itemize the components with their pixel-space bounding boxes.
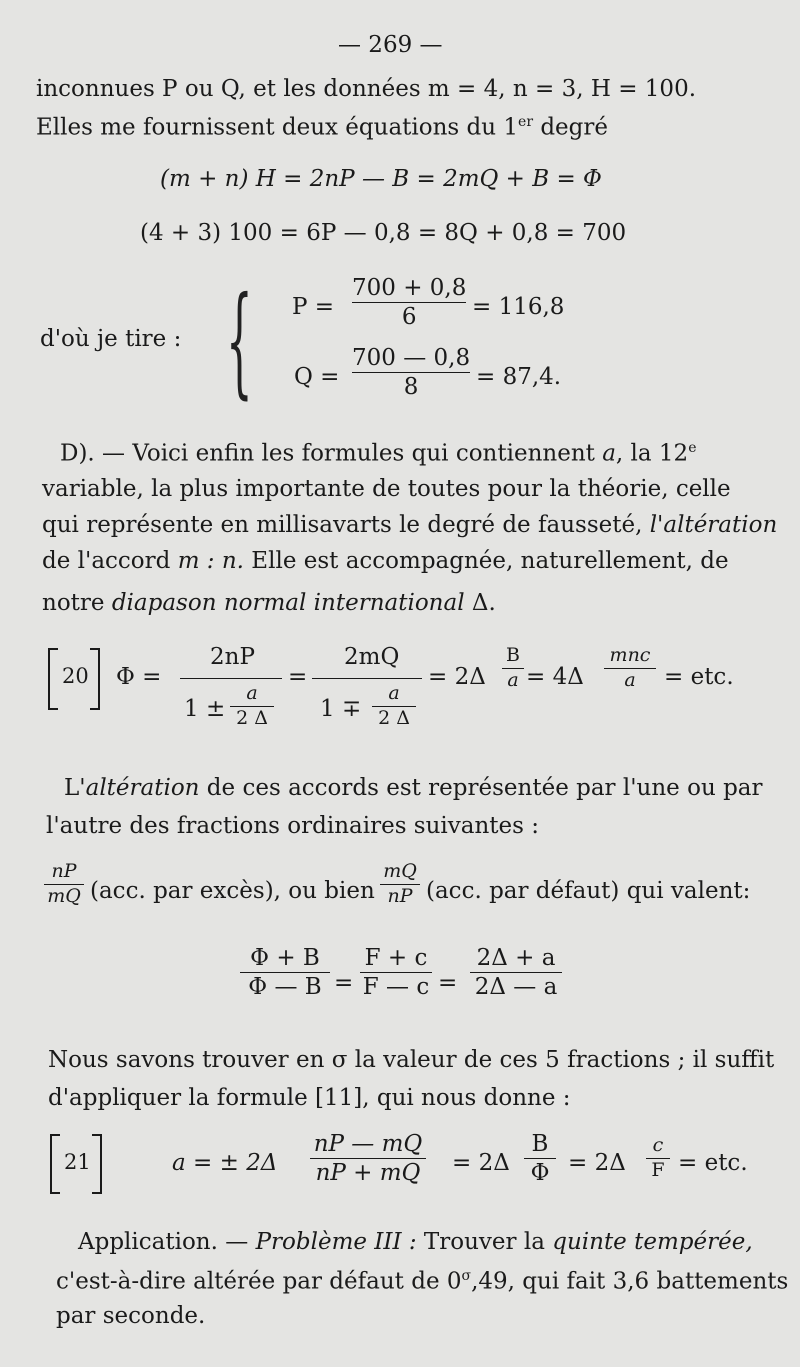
denominator: Φ xyxy=(530,1160,550,1187)
f2-sub-fraction xyxy=(372,684,416,729)
equation-number: 20 xyxy=(62,664,89,688)
right-bracket xyxy=(90,648,100,710)
denominator: nP + mQ xyxy=(315,1160,421,1187)
denominator: nP xyxy=(387,884,413,907)
eq21-lhs: a = ± 2Δ xyxy=(172,1150,278,1176)
equals-sign: = xyxy=(288,664,308,690)
ratio-phi xyxy=(240,946,330,999)
numerator: a xyxy=(246,682,258,704)
denominator: F xyxy=(651,1158,665,1181)
text-span: ,49, qui fait 3,6 battements xyxy=(471,1268,789,1295)
text-span: (acc. par excès), ou bien xyxy=(90,878,375,904)
italic-term: altération xyxy=(85,775,200,801)
f1-sub-fraction xyxy=(230,684,274,729)
italic-term: m : n. xyxy=(177,548,244,574)
equals-term: = 2Δ xyxy=(568,1150,626,1176)
text-span: de ces accords est représentée par l'une ou par xyxy=(199,775,763,801)
equals-term: = 4Δ xyxy=(526,664,584,690)
text-span: (acc. par défaut) qui valent: xyxy=(426,878,751,904)
f2-numerator: 2mQ xyxy=(344,644,400,670)
phi-lhs: Φ = xyxy=(116,664,162,690)
denominator: mQ xyxy=(47,884,81,907)
text-span: Elle est accompagnée, naturellement, de xyxy=(244,548,729,574)
text-span: degré xyxy=(533,114,608,141)
q-rhs: = 87,4. xyxy=(476,364,562,390)
numerator: mnc xyxy=(609,644,651,666)
denominator: 6 xyxy=(401,304,417,331)
text-span: L' xyxy=(64,775,86,801)
numerator: a xyxy=(388,682,400,704)
numerator: mQ xyxy=(383,860,417,882)
ratio-f xyxy=(360,946,432,999)
numerator: c xyxy=(652,1134,664,1156)
text-line xyxy=(36,115,608,140)
fraction-bar xyxy=(524,1158,556,1159)
superscript: e xyxy=(688,440,697,456)
equals-sign: = xyxy=(438,970,458,996)
denominator: a xyxy=(507,668,519,691)
ratio-excess xyxy=(44,862,84,907)
text-span: Application. — xyxy=(78,1229,256,1255)
text-line: Nous savons trouver en σ la valeur de ces 5 fractions ; il suffit xyxy=(48,1047,775,1073)
italic-term: quinte tempérée, xyxy=(552,1229,753,1255)
text-span: D). — Voici enfin les formules qui contiennent xyxy=(60,440,603,467)
numerator: B xyxy=(531,1131,549,1157)
text-line: l'autre des fractions ordinaires suivantes : xyxy=(46,813,540,839)
text-span: Elles me fournissent deux équations du 1 xyxy=(36,114,519,141)
fraction-bar xyxy=(310,1158,426,1159)
q-lhs: Q = xyxy=(294,364,340,390)
ratio-delta xyxy=(470,946,562,999)
text-line: inconnues P ou Q, et les données m = 4, n = 3, H = 100. xyxy=(36,76,697,102)
fraction-q xyxy=(352,346,470,399)
denominator: Φ — B xyxy=(248,974,322,1001)
text-line xyxy=(42,550,729,573)
numerator: B xyxy=(506,644,520,666)
numerator: nP — mQ xyxy=(313,1131,423,1157)
numerator: F + c xyxy=(364,945,428,971)
text-span: notre xyxy=(42,590,112,616)
numerator: 2Δ + a xyxy=(476,945,556,971)
text-line: par seconde. xyxy=(56,1303,206,1329)
text-line xyxy=(64,777,763,800)
italic-term: l'altération xyxy=(649,512,778,538)
left-bracket xyxy=(48,648,58,710)
italic-term: Problème III : xyxy=(255,1229,417,1255)
equation-line: (4 + 3) 100 = 6P — 0,8 = 8Q + 0,8 = 700 xyxy=(140,220,627,246)
numerator: nP xyxy=(51,860,77,882)
text-line xyxy=(78,1231,753,1254)
numerator: 700 + 0,8 xyxy=(352,275,467,301)
left-bracket xyxy=(50,1134,60,1194)
p-lhs: P = xyxy=(292,294,335,320)
f3-fraction xyxy=(502,646,524,691)
superscript: er xyxy=(518,114,534,130)
fraction-bar xyxy=(470,972,562,973)
text-span: de l'accord xyxy=(42,548,178,574)
denominator: 2 Δ xyxy=(378,706,410,729)
equation-number: 21 xyxy=(64,1150,91,1174)
fraction-p xyxy=(352,276,466,329)
denominator: F — c xyxy=(362,974,430,1001)
ratio-defect xyxy=(380,862,420,907)
text-span: Trouver la xyxy=(416,1229,553,1255)
text-line xyxy=(56,1269,788,1294)
numerator: Φ + B xyxy=(250,945,320,971)
text-line: d'appliquer la formule [11], qui nous donne : xyxy=(48,1085,571,1111)
page-number: — 269 — xyxy=(338,32,443,58)
fraction-bar xyxy=(352,302,466,303)
fraction-bar xyxy=(360,972,432,973)
text-line xyxy=(42,592,496,615)
eq21-main-fraction xyxy=(310,1132,426,1185)
system-label: d'où je tire : xyxy=(40,326,182,352)
italic-term: diapason normal international xyxy=(111,590,465,616)
right-bracket xyxy=(92,1134,102,1194)
fraction-bar xyxy=(352,372,470,373)
equation-line: (m + n) H = 2nP — B = 2mQ + B = Φ xyxy=(160,166,602,192)
fraction-bar xyxy=(240,972,330,973)
etc-term: = etc. xyxy=(678,1150,748,1176)
f1-den-prefix: 1 ± xyxy=(184,696,226,722)
eq21-c-fraction xyxy=(646,1136,670,1181)
text-line xyxy=(42,514,777,537)
p-rhs: = 116,8 xyxy=(472,294,565,320)
fraction-bar xyxy=(312,678,422,679)
etc-term: = etc. xyxy=(664,664,734,690)
variable: a xyxy=(602,440,616,467)
superscript: σ xyxy=(461,1268,472,1284)
denominator: a xyxy=(624,668,636,691)
denominator: 8 xyxy=(403,374,419,401)
f1-numerator: 2nP xyxy=(210,644,255,670)
eq21-b-fraction xyxy=(524,1132,556,1185)
equals-term: = 2Δ xyxy=(428,664,486,690)
text-span: , la 12 xyxy=(615,440,689,467)
f2-den-prefix: 1 ∓ xyxy=(320,696,362,722)
text-line: variable, la plus importante de toutes pour la théorie, celle xyxy=(42,476,731,502)
text-span: qui représente en millisavarts le degré de fausseté, xyxy=(42,512,650,538)
brace-symbol: { xyxy=(226,272,253,411)
text-line xyxy=(60,441,696,466)
fraction-bar xyxy=(180,678,282,679)
denominator: 2Δ — a xyxy=(474,974,558,1001)
text-span: Δ. xyxy=(464,590,496,616)
denominator: 2 Δ xyxy=(236,706,268,729)
text-span: c'est-à-dire altérée par défaut de 0 xyxy=(56,1268,462,1295)
f4-fraction xyxy=(604,646,656,691)
equals-sign: = xyxy=(334,970,354,996)
equals-term: = 2Δ xyxy=(452,1150,510,1176)
numerator: 700 — 0,8 xyxy=(352,345,471,371)
